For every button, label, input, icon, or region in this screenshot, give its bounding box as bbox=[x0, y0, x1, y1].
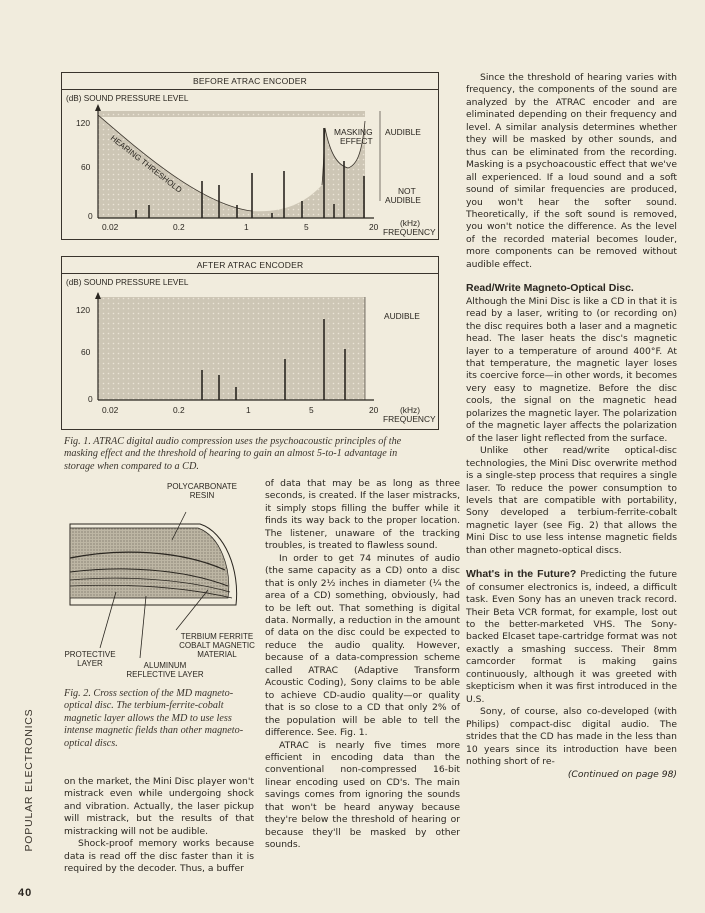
aluminum-label bbox=[110, 661, 220, 679]
column-3-text bbox=[466, 72, 677, 782]
paragraph-text: Predicting the future of consumer electronics is, indeed, a difficult task. Even Sony has an uneven track record. Their Beta VCR format, for example, lost out to the better-marketed VHS. The Sony-backed Elcaset tape-cartridge format was not exactly a smashing success. Their 8mm camcorder format is making gains continuously, although it was greeted with skepticism when it was first introduced in the U.S. bbox=[466, 569, 678, 705]
section-heading: Read/Write Magneto-Optical Disc. bbox=[466, 282, 634, 295]
y-axis-label: (dB) SOUND PRESSURE LEVEL bbox=[66, 278, 189, 287]
y-axis-label: (dB) SOUND PRESSURE LEVEL bbox=[66, 94, 189, 103]
paragraph: Unlike other read/write optical-disc technologies, the Mini Disc overwrite method is a single-step process that requires a single laser. To reduce the power consumption to levels that are compatible with portability, Sony developed a terbium-ferrite-cobalt magnetic layer (see Fig. 2) that allows the Mini Disc to use less intense magnetic fields than other magneto-optical discs. bbox=[466, 445, 677, 556]
figure-2-caption: Fig. 2. Cross section of the MD magneto-optical disc. The terbium-ferrite-cobalt magnetic layer allows the MD to use less intense magnetic fields than other magneto-optical discs. bbox=[64, 688, 244, 749]
y-axis-arrow bbox=[95, 104, 101, 111]
column-1-text bbox=[64, 776, 254, 876]
figure-before-atrac bbox=[61, 72, 439, 240]
figure-title: BEFORE ATRAC ENCODER bbox=[62, 73, 438, 90]
x-unit: (kHz) bbox=[400, 405, 421, 415]
figure-2-disc-cross-section bbox=[60, 480, 260, 680]
x-tick: 0.02 bbox=[102, 222, 119, 232]
continued-note: (Continued on page 98) bbox=[567, 769, 677, 781]
section-read-write bbox=[466, 282, 677, 557]
terbium-label bbox=[172, 632, 262, 659]
resin-label-line: POLYCARBONATE bbox=[167, 482, 237, 491]
y-axis-arrow bbox=[95, 292, 101, 299]
x-tick: 0.2 bbox=[173, 405, 185, 415]
terbium-label-line: COBALT MAGNETIC bbox=[179, 641, 255, 650]
magazine-name: POPULAR ELECTRONICS bbox=[23, 708, 35, 852]
inaudible-region bbox=[98, 297, 365, 400]
paragraph: Shock-proof memory works because data is read off the disc faster than it is required by the decoder. Thus, a buffer bbox=[64, 838, 254, 875]
paragraph-text: Although the Mini Disc is like a CD in that it is read by a laser, writing to (or recording on) the disc requires both a laser and a magnetic head. The laser heats the disc's magnetic layer to a temperature of around 400°F. At that temperature, the magnetic layer loses its coercive force—in other words, it becomes very easy to magnetize. Before the disc cools, the signal on the magnetic head polarizes the magnetic layer. The polarization of the magnetic layer affects the polarization of the laser light reflected from the surface. bbox=[466, 295, 677, 444]
aluminum-label-line: REFLECTIVE LAYER bbox=[126, 670, 204, 679]
protective-label-line: LAYER bbox=[77, 659, 103, 668]
x-tick: 5 bbox=[309, 405, 314, 415]
aluminum-label-line: ALUMINUM bbox=[143, 661, 187, 670]
paragraph: Since the threshold of hearing varies with frequency, the components of the sound are analyzed by the ATRAC encoder and are eliminated depending on their frequency and level. A similar analysis determines whether they will be masked by other sounds, and thus can be eliminated from the recording. Masking is a psychoacoustic effect that we've all experienced. If a loud sound and a soft sound of similar frequencies are produced, you won't hear the softer sound. Theoretically, if the soft sound is removed, you won't notice the difference. As the level of the recorded material becomes louder, more components can be removed without audible effect. bbox=[466, 72, 677, 270]
figure-title: AFTER ATRAC ENCODER bbox=[62, 257, 438, 274]
not-audible-label: AUDIBLE bbox=[385, 195, 421, 205]
paragraph: ATRAC is nearly five times more efficient in encoding data than the conventional non-compressed 16-bit linear encoding used on CD's. The main savings comes from ignoring the sounds that won't be heard anyway because they're below the threshold of hearing or because they'll be masked by other sounds. bbox=[265, 739, 460, 851]
x-tick: 0.2 bbox=[173, 222, 185, 232]
y-tick: 0 bbox=[88, 211, 93, 221]
paragraph: on the market, the Mini Disc player won't mistrack even while undergoing shock and vibration. Actually, the laser pickup will mistrack, but the results of that mistracking will not be audible. bbox=[64, 776, 254, 837]
protective-label-line: PROTECTIVE bbox=[64, 650, 116, 659]
x-axis-label: FREQUENCY bbox=[383, 414, 436, 424]
y-tick: 60 bbox=[81, 347, 91, 357]
y-tick: 120 bbox=[76, 305, 90, 315]
magazine-name-sidebar bbox=[22, 660, 36, 900]
masking-label: MASKING bbox=[334, 127, 373, 137]
y-tick: 120 bbox=[76, 118, 90, 128]
x-tick: 1 bbox=[244, 222, 249, 232]
after-chart-svg bbox=[62, 257, 438, 429]
x-tick: 20 bbox=[369, 405, 379, 415]
figure-1-caption: Fig. 1. ATRAC digital audio compression uses the psychoacoustic principles of the masking effect and the threshold of hearing to gain an almost 5-to-1 advantage in storage when compared to a CD. bbox=[64, 436, 402, 472]
figure-after-atrac bbox=[61, 256, 439, 430]
y-tick: 0 bbox=[88, 394, 93, 404]
resin-label-line: RESIN bbox=[189, 491, 215, 500]
page-number: 40 bbox=[18, 887, 33, 899]
hearing-threshold-label: HEARING THRESHOLD bbox=[108, 133, 184, 195]
x-tick: 20 bbox=[369, 222, 379, 232]
terbium-label-line: TERBIUM FERRITE bbox=[180, 632, 254, 641]
column-2-text bbox=[265, 478, 460, 852]
x-tick: 5 bbox=[304, 222, 309, 232]
upper-band bbox=[98, 111, 365, 117]
before-chart-svg bbox=[62, 73, 438, 239]
y-tick: 60 bbox=[81, 162, 91, 172]
paragraph: In order to get 74 minutes of audio (the same capacity as a CD) onto a disc that is only 2½ inches in diameter (¼ the area of a CD) something, obviously, had to be left out. That something is digital data. Normally, a reduction in the amount of data on the disc could be expected to reduce the audio quality. However, because of a data-compression scheme called ATRAC (Adaptive Transform Acoustic Coding), Sony claims to be able to achieve CD-audio quality—or quality that is so close to a CD that only 2% of the population will be able to tell the difference. See. Fig. 1. bbox=[265, 552, 460, 739]
audible-label: AUDIBLE bbox=[385, 127, 421, 137]
x-unit: (kHz) bbox=[400, 218, 421, 228]
effect-label: EFFECT bbox=[340, 136, 373, 146]
not-label: NOT bbox=[398, 186, 416, 196]
x-tick: 1 bbox=[246, 405, 251, 415]
x-axis-label: FREQUENCY bbox=[383, 227, 436, 237]
audible-label: AUDIBLE bbox=[384, 311, 420, 321]
paragraph: of data that may be as long as three seconds, is created. If the laser mistracks, it simply stops filling the buffer while it finds its way back to the proper location. The listener, unaware of the tracking troubles, is treated to flawless sound. bbox=[265, 478, 460, 552]
section-heading: What's in the Future? bbox=[466, 568, 577, 581]
terbium-label-line: MATERIAL bbox=[197, 650, 237, 659]
x-tick: 0.02 bbox=[102, 405, 119, 415]
paragraph: Sony, of course, also co-developed (with Philips) compact-disc digital audio. The strides that the CD has made in the less than 10 years since its introduction have been nothing short of re- bbox=[466, 706, 677, 768]
section-future bbox=[466, 568, 677, 782]
